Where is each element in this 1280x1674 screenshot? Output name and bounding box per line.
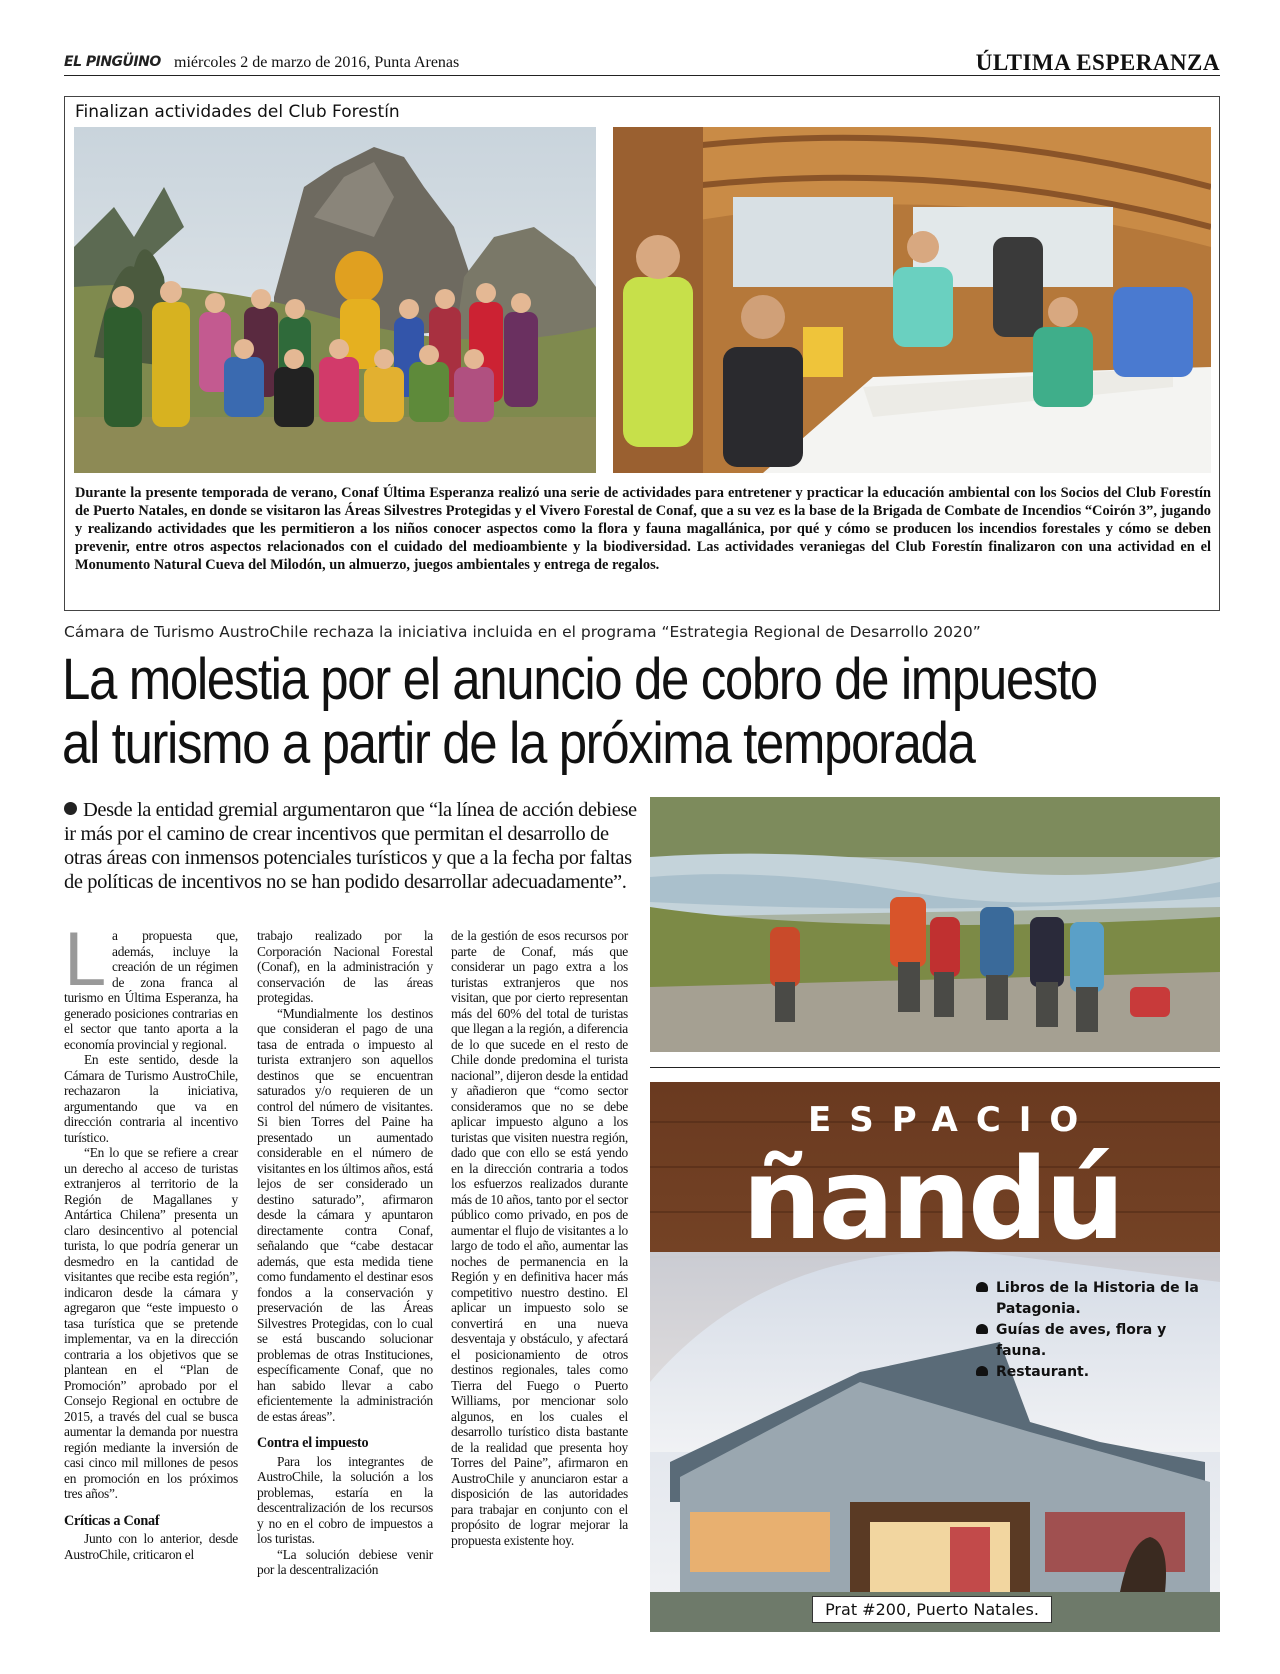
article-kicker: Cámara de Turismo AustroChile rechaza la iniciativa incluida en el programa “Estrategia Regional de Desarrollo 2020”	[64, 623, 981, 641]
article-headline	[62, 647, 1097, 776]
bullet-icon	[64, 802, 77, 815]
ad-divider	[650, 1067, 1220, 1068]
ad-item: Guías de aves, flora y fauna.	[974, 1320, 1214, 1362]
paragraph: “En lo que se refiere a crear un derecho al acceso de turistas extranjeros al territorio de la Región de Magallanes y Antártica Chilena” presenta un claro desincentivo al potencial turista, lo que podría generar un desmedro en la cantidad de visitantes que recibe esta región”, indicaron desde la cámara y agregaron que “este impuesto o tasa turística que se pretende implementar, va en la dirección contraria a los objetivos que se plantean en el “Plan de Promoción” aprobado por el Consejo Regional en octubre de 2015, a través del cual se busca aumentar la demanda por nuestra región mediante la inversión de casi cinco mil millones de pesos en promoción en los próximos tres años”.	[64, 1145, 238, 1501]
hikers-photo	[650, 797, 1220, 1052]
classroom-photo	[613, 127, 1211, 473]
paragraph: “La solución debiese venir por la descentralización	[257, 1546, 433, 1577]
paragraph: Junto con lo anterior, desde AustroChile, criticaron el	[64, 1531, 238, 1562]
ad-item: Restaurant.	[974, 1362, 1214, 1383]
paragraph: La propuesta que, además, incluye la creación de un régimen de zona franca al turismo en Última Esperanza, ha generado posiciones contrarias en el sector que tanto aporta a la economía provincial y regional.	[64, 917, 238, 1052]
ad-espacio: ESPACIO	[808, 1100, 1097, 1140]
group-photo	[74, 127, 596, 473]
article-column-3	[451, 928, 628, 1548]
dateline: miércoles 2 de marzo de 2016, Punta Arenas	[174, 54, 460, 71]
page-header	[64, 50, 1220, 76]
paragraph: de la gestión de esos recursos por parte de Conaf, más que considerar un pago extra a los turistas extranjeros que nos visitan, que por cierto representan más del 60% del total de turistas que llegan a la región, a diferencia de lo que sucede en el resto de Chile donde predomina el turista nacional”, dijeron desde la entidad y añadieron que “como sector consideramos que no se debe aplicar impuesto alguno a los turistas que visiten nuestra región, dado que con ello se está yendo en la dirección contraria a todos los esfuerzos realizados durante más de 10 años, tanto por el sector público como privado, en pos de aumentar el flujo de visitantes a lo largo de todo el año, aumentar las noches de permanencia en la Región y en definitiva hacer más competitivo nuestro destino. El aplicar un impuesto solo se convertirá en una nueva desventaja y obstáculo, y afectará el posicionamiento de otros destinos regionales, tales como Tierra del Fuego o Puerto Williams, por mencionar solo algunos, en los cuales el desarrollo turístico dista bastante de la realidad que presenta hoy Torres del Paine”, afirmaron en AustroChile y anunciaron estar a disposición de las autoridades para trabajar en conjunto con el propósito de lograr mejorar la propuesta existente hoy.	[451, 928, 628, 1548]
paragraph: trabajo realizado por la Corporación Nacional Forestal (Conaf), en la administración y conservación de las áreas protegidas.	[257, 928, 433, 1005]
box-title: Finalizan actividades del Club Forestín	[75, 102, 400, 122]
ad-list	[974, 1278, 1214, 1383]
box-caption: Durante la presente temporada de verano, Conaf Última Esperanza realizó una serie de actividades para entretener y practicar la educación ambiental con los Socios del Club Forestín de Puerto Natales, en donde se visitaron las Áreas Silvestres Protegidas y el Vivero Forestal de Conaf, que a su vez es la base de la Brigada de Combate de Incendios “Coirón 3”, jugando y realizando actividades que les permitieron a los niños conocer aspectos como la flora y fauna magallánica, por qué y cómo se producen los incendios forestales y cómo se deben prevenir, entre otros aspectos relacionados con el cuidado del medioambiente y la biodiversidad. Las actividades veraniegas del Club Forestín finalizaron con una actividad en el Monumento Natural Cueva del Milodón, un almuerzo, juegos ambientales y entrega de regalos.	[75, 485, 1211, 573]
club-forestin-box	[64, 96, 1220, 611]
headline-line-2: al turismo a partir de la próxima temporada	[62, 711, 975, 776]
subheading: Contra el impuesto	[257, 1435, 369, 1451]
dropcap: L	[64, 917, 107, 1002]
section-title: ÚLTIMA ESPERANZA	[975, 50, 1220, 75]
article-column-2	[257, 928, 433, 1578]
article-column-1	[64, 917, 238, 1562]
paragraph: Para los integrantes de AustroChile, la solución a los problemas, estaría en la descentralización de los recursos y no en el cobro de impuestos a los turistas.	[257, 1453, 433, 1546]
headline-line-1: La molestia por el anuncio de cobro de impuesto	[62, 647, 1097, 712]
article-lead	[64, 798, 644, 894]
ad-nandu: ñandú	[742, 1135, 1122, 1265]
paragraph: “Mundialmente los destinos que consideran el pago de una tasa de entrada o impuesto al turista extranjero son aquellos destinos que se encuentran saturados y/o requieren de un control del número de visitantes. Si bien Torres del Paine ha presentado un aumentado considerable en el número de visitantes en los últimos años, está lejos de ser considerado un destino saturado”, afirmaron desde la cámara y apuntaron directamente contra Conaf, señalando que “cabe destacar además, que esta medida tiene como fundamento el destinar esos fondos a la conservación y preservación de las Áreas Silvestres Protegidas, con lo cual se está buscando solucionar problemas de otras Instituciones, específicamente Conaf, que no han sabido llevar a cabo eficientemente la administración de estas áreas”.	[257, 1005, 433, 1424]
newspaper-logo: EL PINGÜINO	[64, 54, 161, 70]
subheading: Críticas a Conaf	[64, 1512, 160, 1529]
paragraph: En este sentido, desde la Cámara de Turismo AustroChile, rechazaron la iniciativa, argumentando que va en dirección contraria al incentivo turístico.	[64, 1052, 238, 1145]
ad-address: Prat #200, Puerto Natales.	[812, 1596, 1052, 1623]
lead-text: Desde la entidad gremial argumentaron que “la línea de acción debiese ir más por el camino de crear incentivos que permitan el desarrollo de otras áreas con inmensos potenciales turísticos y que a la fecha por faltas de políticas de incentivos no se han podido desarrollar adecuadamente”.	[64, 799, 637, 893]
ad-item: Libros de la Historia de la Patagonia.	[974, 1278, 1214, 1320]
espacio-nandu-ad	[650, 1082, 1220, 1632]
